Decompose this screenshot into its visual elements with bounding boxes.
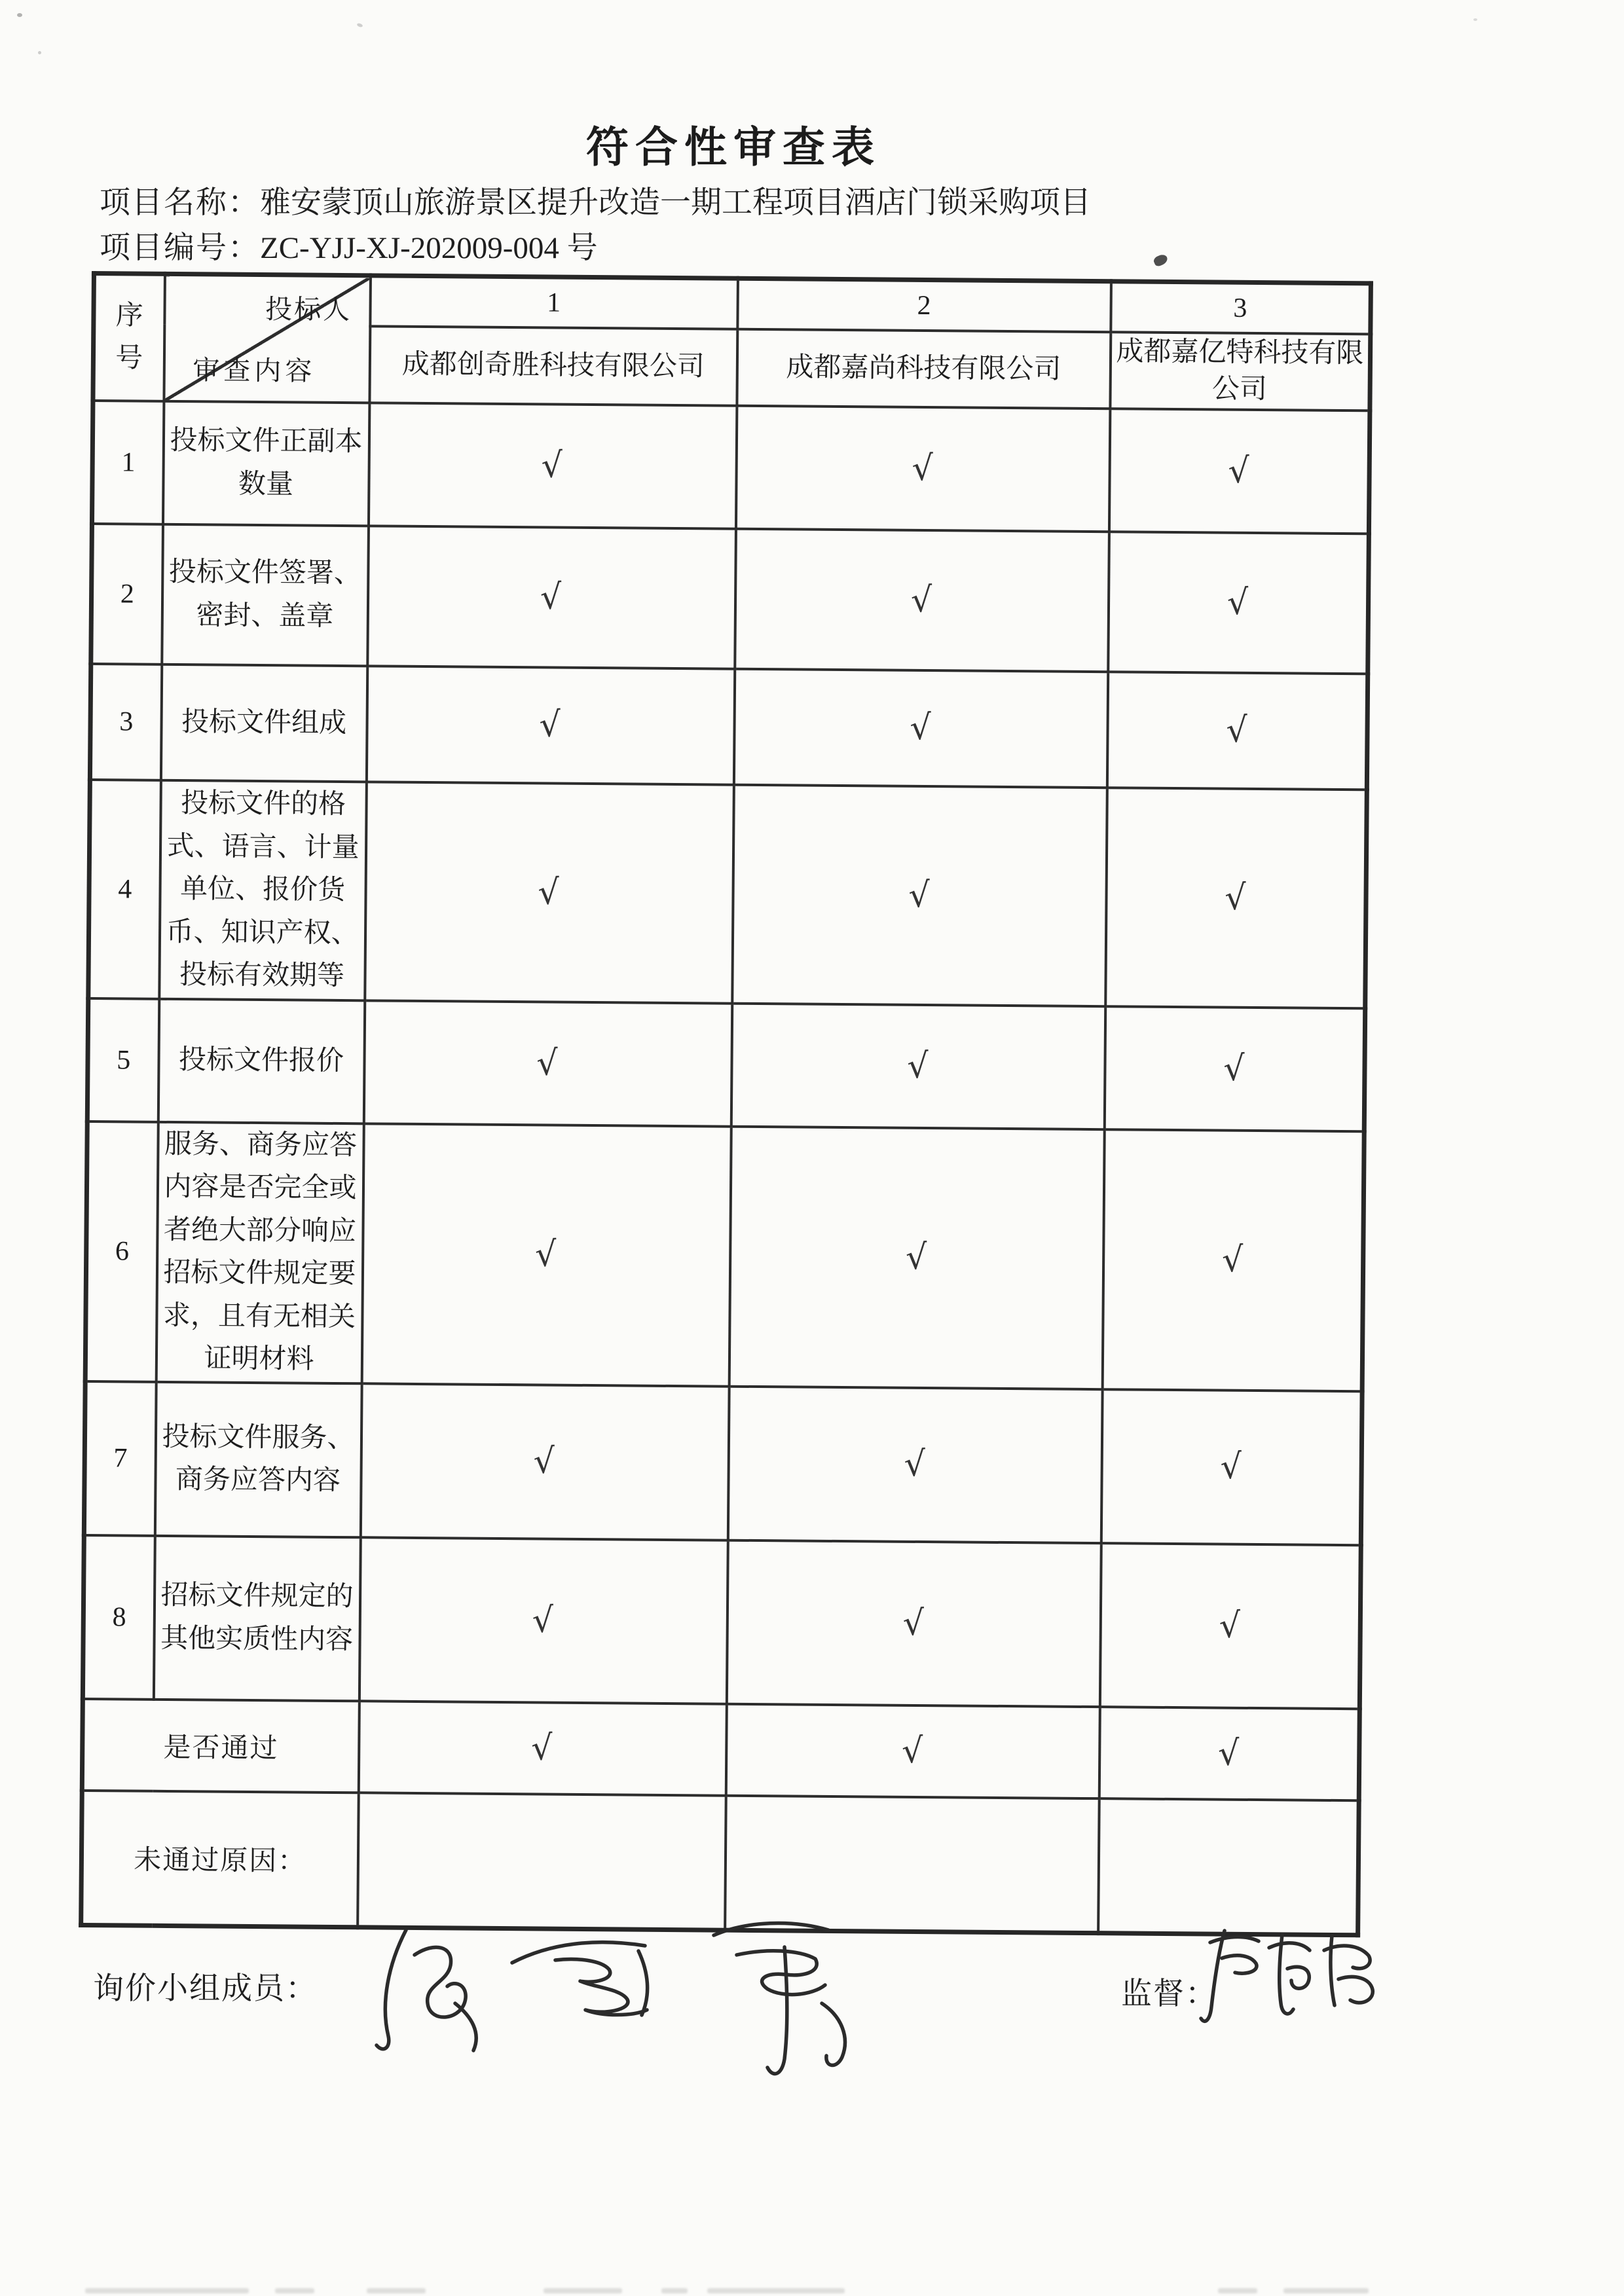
check-mark: √ (540, 445, 564, 486)
check-cell (366, 666, 734, 784)
check-cell (368, 403, 736, 528)
project-number-line (100, 223, 598, 267)
check-mark: √ (1217, 1733, 1241, 1774)
scan-speck (1473, 18, 1477, 21)
fail-reason-cell-3 (1098, 1798, 1359, 1935)
check-mark: √ (540, 577, 563, 618)
check-mark: √ (902, 1603, 926, 1644)
check-mark: √ (530, 1728, 555, 1769)
table-row (83, 1535, 1361, 1709)
bidder-name-2: 成都嘉尚科技有限公司 (737, 329, 1111, 409)
row-seq: 8 (83, 1535, 155, 1700)
check-cell (1107, 672, 1367, 790)
check-cell (360, 1383, 729, 1540)
check-cell (731, 1004, 1105, 1129)
project-name-value: 雅安蒙顶山旅游景区提升改造一期工程项目酒店门锁采购项目 (260, 186, 1091, 220)
check-mark: √ (900, 1731, 925, 1772)
check-mark: √ (909, 708, 932, 749)
supervisor-label: 监督： (1121, 1977, 1217, 2011)
table-row (92, 401, 1369, 534)
row-content: 投标文件正副本数量 (162, 401, 369, 526)
check-mark: √ (910, 580, 934, 621)
seq-header-label: 序号 (115, 301, 143, 374)
bidder-number-1: 1 (370, 276, 738, 329)
seq-header-cell (93, 274, 165, 401)
check-cell (1104, 1006, 1365, 1131)
check-cell (358, 1701, 726, 1795)
check-cell (361, 1123, 731, 1386)
row-seq: 6 (85, 1121, 158, 1382)
check-cell (363, 1000, 731, 1126)
row-content: 服务、商务应答内容是否完全或者绝大部分响应招标文件规定要求，且有无相关证明材料 (156, 1122, 363, 1384)
row-seq: 7 (84, 1381, 156, 1536)
check-cell (726, 1540, 1101, 1707)
check-mark: √ (532, 1442, 557, 1482)
check-cell (735, 529, 1109, 672)
bidder-name-3: 成都嘉亿特科技有限公司 (1110, 332, 1371, 410)
row-seq: 2 (91, 524, 163, 665)
check-mark: √ (1223, 877, 1247, 919)
row-content: 投标文件组成 (160, 665, 367, 782)
check-mark: √ (536, 1043, 560, 1084)
check-cell (1105, 788, 1367, 1008)
check-cell (367, 526, 736, 668)
check-cell (726, 1704, 1099, 1798)
check-cell (1099, 1543, 1361, 1709)
row-seq: 3 (90, 664, 161, 780)
scan-speck (17, 13, 22, 17)
table-row (90, 664, 1367, 790)
diagonal-corner-cell (164, 274, 371, 403)
table-row (91, 524, 1369, 674)
table-row (88, 780, 1367, 1008)
check-cell (1109, 409, 1369, 534)
table-row (85, 1121, 1364, 1391)
check-mark: √ (1225, 710, 1249, 751)
table-row (87, 998, 1365, 1131)
check-cell (735, 406, 1109, 532)
signature-member-3 (681, 1912, 864, 2088)
page-bottom-print-bleed (0, 2286, 1624, 2295)
project-number-value: ZC-YJJ-XJ-202009-004 号 (260, 231, 598, 265)
check-mark: √ (1227, 450, 1251, 492)
page-title: 符合性审查表 (585, 124, 881, 172)
row-content: 投标文件服务、商务应答内容 (155, 1382, 361, 1537)
check-cell (729, 1127, 1104, 1390)
check-cell (1108, 532, 1369, 674)
table-row (84, 1381, 1362, 1545)
check-mark: √ (1226, 582, 1250, 623)
compliance-review-table (79, 271, 1373, 1938)
check-mark: √ (911, 448, 935, 489)
check-cell (732, 785, 1107, 1006)
inquiry-group-label: 询价小组成员： (93, 1972, 318, 2006)
check-cell (1102, 1129, 1364, 1391)
scan-speck (38, 51, 41, 54)
bidder-name-1: 成都创奇胜科技有限公司 (369, 326, 737, 406)
check-mark: √ (531, 1600, 555, 1641)
check-mark: √ (534, 1235, 559, 1275)
check-cell (733, 669, 1107, 788)
fail-reason-label: 未通过原因： (81, 1791, 359, 1927)
signature-supervisor (1198, 1922, 1382, 2033)
row-content: 投标文件报价 (158, 999, 364, 1123)
row-seq: 1 (92, 401, 163, 524)
row-seq: 4 (88, 780, 161, 999)
bidder-number-3: 3 (1111, 282, 1371, 334)
ink-speck (1153, 253, 1169, 267)
check-mark: √ (1222, 1048, 1246, 1089)
check-mark: √ (538, 705, 563, 746)
check-mark: √ (537, 872, 561, 913)
project-number-label: 项目编号： (100, 231, 260, 265)
check-mark: √ (1218, 1605, 1242, 1647)
check-mark: √ (1221, 1240, 1245, 1281)
row-seq: 5 (87, 998, 158, 1122)
signature-member-1 (357, 1925, 501, 2056)
scan-speck (356, 23, 363, 28)
check-cell (1101, 1389, 1362, 1545)
check-cell (359, 1537, 728, 1704)
project-name-label: 项目名称： (100, 186, 260, 220)
check-mark: √ (908, 875, 931, 916)
check-cell (1099, 1707, 1359, 1800)
fail-reason-cell-1 (358, 1793, 726, 1930)
check-mark: √ (906, 1046, 930, 1087)
check-cell (365, 782, 734, 1003)
row-content: 投标文件签署、密封、盖章 (162, 524, 369, 666)
check-mark: √ (1219, 1447, 1243, 1487)
bidder-number-2: 2 (737, 278, 1111, 331)
review-table-wrapper (79, 271, 1373, 1938)
review-axis-label: 审查内容 (193, 355, 316, 386)
bidder-axis-label: 投标人 (265, 294, 352, 325)
row-content: 招标文件规定的其他实质性内容 (153, 1536, 360, 1701)
check-cell (728, 1387, 1102, 1543)
check-mark: √ (904, 1237, 929, 1279)
check-mark: √ (903, 1444, 927, 1485)
project-name-line (100, 178, 1091, 222)
pass-row (82, 1699, 1359, 1800)
pass-row-label: 是否通过 (82, 1699, 359, 1793)
signature-member-2 (504, 1931, 655, 2023)
row-content: 投标文件的格式、语言、计量单位、报价货币、知识产权、投标有效期等 (159, 780, 367, 1000)
